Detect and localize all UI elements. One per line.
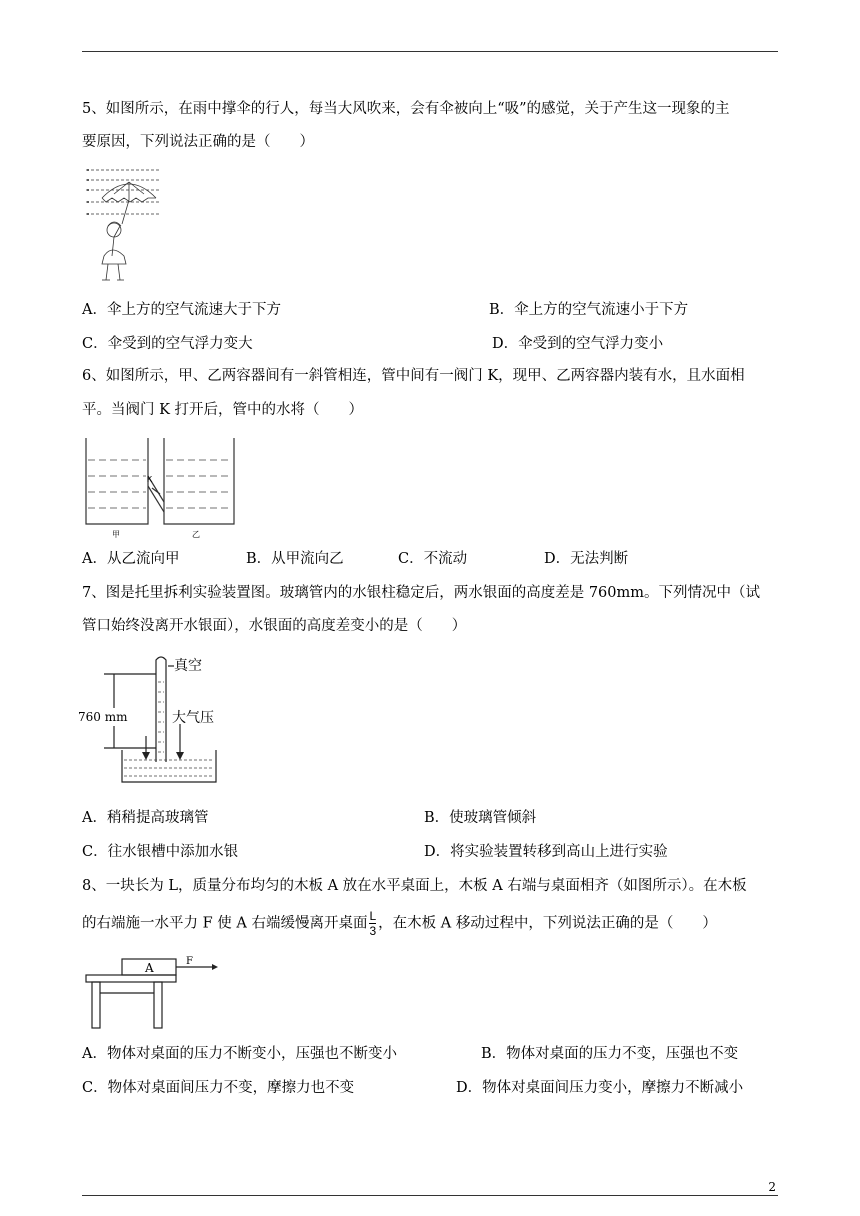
q5-option-c: C．伞受到的空气浮力变大 [82,336,253,352]
umbrella-figure [84,164,164,286]
footer-rule [82,1195,778,1196]
page-number: 2 [768,1180,776,1194]
q8-stem-line2-end: ，在木板 A 移动过程中，下列说法正确的是（ ） [378,915,717,932]
q6-stem-line2: 平。当阀门 K 打开后，管中的水将（ ） [82,402,364,418]
valve-label: K [147,475,153,484]
q5-stem-line1: 5、如图所示，在雨中撑伞的行人，每当大风吹来，会有伞被向上“吸”的感觉，关于产生这一现象的主 [82,101,730,117]
q8-option-c: C．物体对桌面间压力不变，摩擦力也不变 [82,1080,355,1096]
vacuum-label: 真空 [174,658,202,674]
q7-stem-line1: 7、图是托里拆利实验装置图。玻璃管内的水银柱稳定后，两水银面的高度差是 760mm。下列情况中（试 [82,585,761,601]
container-jia-label: 甲 [112,530,120,539]
q5-option-b: B．伞上方的空气流速小于下方 [489,302,689,318]
q6-option-a: A．从乙流向甲 [82,551,180,567]
torricelli-figure [78,652,224,788]
q8-stem-line1: 8、一块长为 L，质量分布均匀的木板 A 放在水平桌面上，木板 A 右端与桌面相齐（如图所示）。在木板 [82,878,747,894]
height-label: 760 mm [78,710,128,724]
q8-option-a: A．物体对桌面的压力不断变小，压强也不断变小 [82,1046,397,1062]
q7-option-b: B．使玻璃管倾斜 [424,810,537,826]
q5-option-a: A．伞上方的空气流速大于下方 [82,302,281,318]
q5-stem-line2: 要原因，下列说法正确的是（ ） [82,134,314,150]
force-f-label: F [186,956,193,967]
board-a-label: A [145,961,154,975]
fraction-denominator: 3 [369,924,377,938]
q7-option-a: A．稍稍提高玻璃管 [82,810,209,826]
q6-option-b: B．从甲流向乙 [246,551,344,567]
header-rule [82,51,778,52]
atm-label: 大气压 [172,710,214,726]
q6-option-c: C．不流动 [398,551,468,567]
l-over-3-fraction [369,910,376,937]
q8-option-d: D．物体对桌面间压力变小，摩擦力不断减小 [456,1080,744,1096]
container-yi-label: 乙 [192,530,200,539]
q8-stem-line2-start: 的右端施一水平力 F 使 A 右端缓慢离开桌面 [82,915,368,932]
q5-option-d: D．伞受到的空气浮力变小 [492,336,664,352]
q6-option-d: D．无法判断 [544,551,629,567]
q6-stem-line1: 6、如图所示，甲、乙两容器间有一斜管相连，管中间有一阀门 K，现甲、乙两容器内装有水，且水面相 [82,368,745,384]
connected-containers-figure [84,436,240,540]
q8-stem-line2 [82,910,717,937]
fraction-numerator: L [369,909,377,923]
q7-stem-line2: 管口始终没离开水银面），水银面的高度差变小的是（ ） [82,618,467,634]
q7-option-d: D．将实验装置转移到高山上进行实验 [424,844,668,860]
board-on-table-figure [84,955,224,1031]
q8-option-b: B．物体对桌面的压力不变，压强也不变 [481,1046,739,1062]
q7-option-c: C．往水银槽中添加水银 [82,844,239,860]
